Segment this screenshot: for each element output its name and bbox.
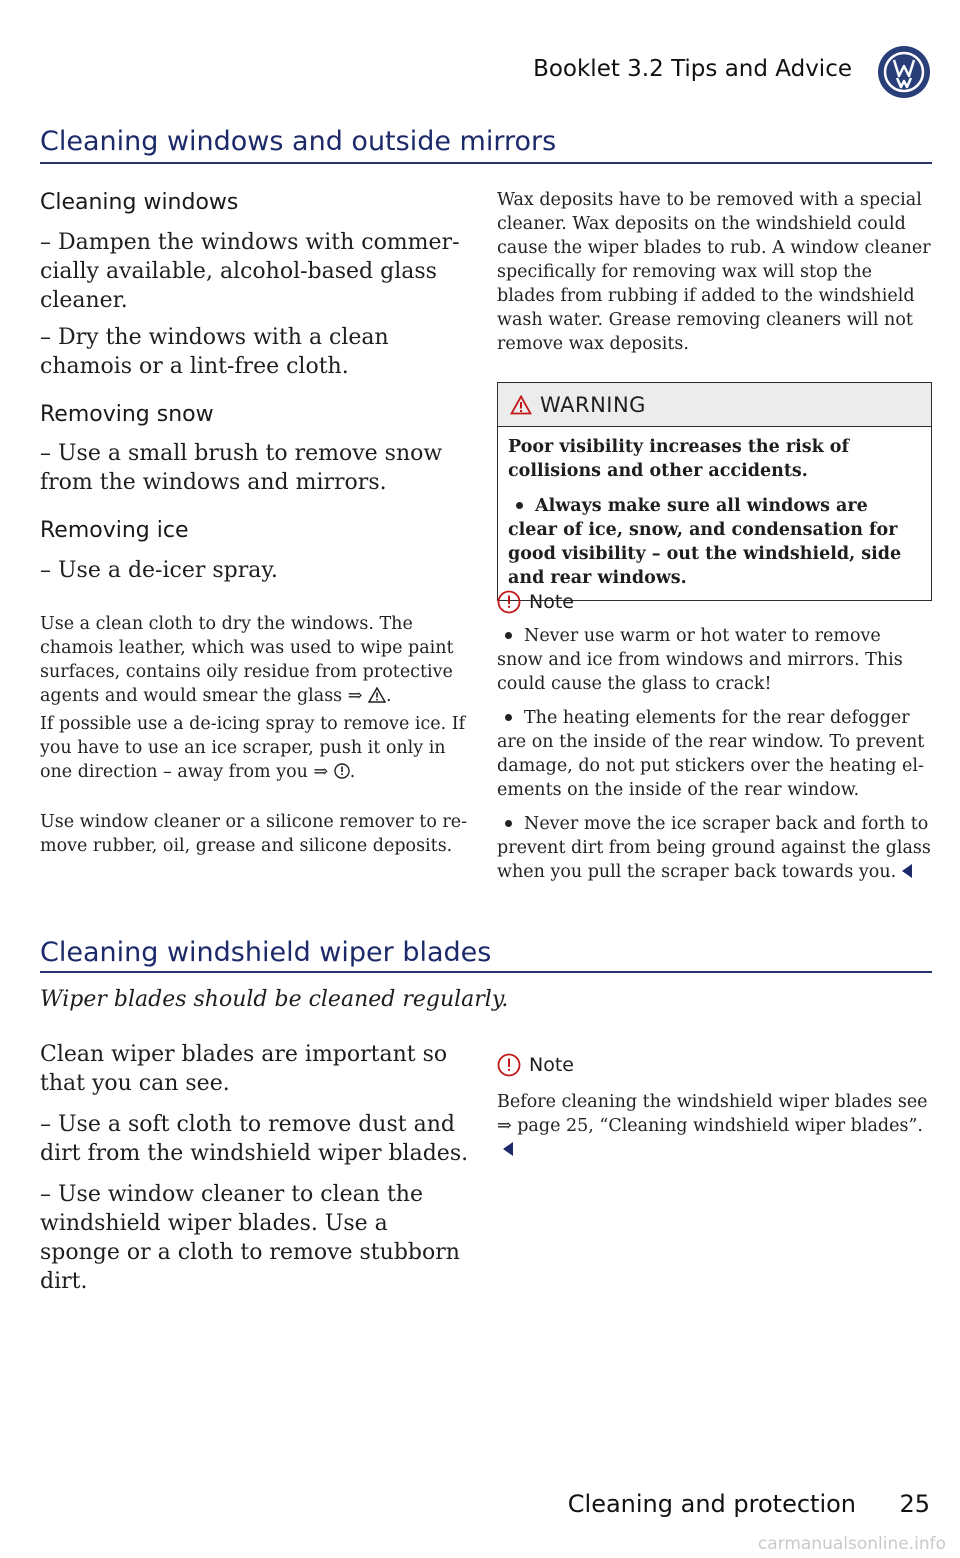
note-header-wipers — [497, 1053, 574, 1077]
bullet-dot — [516, 502, 523, 509]
warning-text: Poor visibility increases the risk of collisions and other accidents. — [508, 437, 850, 481]
bullet-dot — [505, 714, 512, 721]
step-window-cleaner: – Use window cleaner to clean the windshield wiper blades. Use a sponge or a cloth to remove stubborn dirt. — [40, 1182, 460, 1294]
note-bullet-scraper — [497, 812, 932, 884]
note-bullet-defogger — [497, 706, 932, 802]
vw-logo-icon — [878, 46, 930, 98]
heading-cleaning-windows: Cleaning windows — [40, 190, 239, 215]
paragraph-ice-scraper: If possible use a de-icing spray to remove ice. If you have to use an ice scraper, push it only in one direction – away from you ⇒ . — [40, 714, 466, 782]
step-dampen: – Dampen the windows with commercially available, alcohol-based glass cleaner. — [40, 230, 460, 313]
footer-section-title: Cleaning and protection — [567, 1490, 856, 1518]
header-title: Booklet 3.2 Tips and Advice — [533, 56, 852, 82]
step-brush: – Use a small brush to remove snow from the windows and mirrors. — [40, 441, 443, 495]
note-circle-icon — [497, 1053, 521, 1077]
wipers-paragraph: Clean wiper blades are important so that you can see. — [40, 1042, 448, 1096]
note-bullet-text: Never move the ice scraper back and forth to prevent dirt from being ground against the glass when you pull the scraper back towards you. — [497, 814, 931, 882]
bullet-dot — [505, 820, 512, 827]
wipers-note-text — [497, 1090, 932, 1162]
section-title-wipers: Cleaning windshield wiper blades — [40, 937, 492, 968]
warning-header — [498, 383, 931, 427]
paragraph-ice-scraper-text: If possible use a de-icing spray to remove ice. If you have to use an ice scraper, push it only in one direction – away from you ⇒ — [40, 714, 466, 782]
end-of-section-icon — [503, 1142, 513, 1156]
step-deicer: – Use a de-icer spray. — [40, 558, 278, 583]
watermark: carmanualsonline.info — [757, 1534, 946, 1554]
note-bullet-text: The heating elements for the rear defogger are on the inside of the rear window. To prevent damage, do not put stickers over the heating elements on the inside of the rear window. — [497, 708, 925, 800]
note-header — [497, 590, 574, 614]
heading-removing-snow: Removing snow — [40, 402, 214, 427]
paragraph-silicone: Use window cleaner or a silicone remover to remove rubber, oil, grease and silicone deposits. — [40, 812, 468, 856]
paragraph-chamois: Use a clean cloth to dry the windows. The chamois leather, which was used to wipe paint surfaces, contains oily residue from protective agents and would smear the glass ⇒ . — [40, 614, 454, 706]
paragraph-wax: Wax deposits have to be removed with a special cleaner. Wax deposits on the windshield could cause the wiper blades to rub. A window cleaner specifically for removing wax will stop the blades from rubbing if added to the windshield wash water. Grease removing cleaners will not remove wax deposits. — [497, 190, 931, 354]
note-bullet-text: Never use warm or hot water to remove snow and ice from windows and mirrors. This could cause the glass to crack! — [497, 626, 903, 694]
heading-removing-ice: Removing ice — [40, 518, 189, 543]
step-dry: – Dry the windows with a clean chamois or a lint-free cloth. — [40, 325, 389, 379]
bullet-dot — [505, 632, 512, 639]
wipers-note-reference[interactable]: Before cleaning the windshield wiper blades see ⇒ page 25, “Cleaning windshield wiper blades”. — [497, 1092, 928, 1136]
warning-body — [498, 427, 931, 600]
paragraph-chamois-text: Use a clean cloth to dry the windows. The chamois leather, which was used to wipe paint surfaces, contains oily residue from protective agents and would smear the glass ⇒ — [40, 614, 454, 706]
note-label: Note — [529, 591, 574, 613]
step-soft-cloth: – Use a soft cloth to remove dust and dirt from the windshield wiper blades. — [40, 1112, 469, 1166]
section-rule — [40, 162, 932, 164]
warning-bullet — [508, 494, 921, 590]
section-rule — [40, 971, 932, 973]
end-of-section-icon — [902, 864, 912, 878]
wipers-intro: Wiper blades should be cleaned regularly. — [40, 987, 509, 1012]
warning-triangle-icon — [368, 687, 386, 703]
warning-triangle-icon — [510, 395, 532, 415]
warning-label: WARNING — [540, 392, 646, 417]
note-circle-icon — [497, 590, 521, 614]
note-bullet-hot-water — [497, 624, 932, 696]
note-circle-icon — [334, 763, 350, 779]
warning-bullet-text: Always make sure all windows are clear of ice, snow, and condensation for good visibility – out the windshield, side and rear windows. — [508, 496, 902, 588]
warning-box — [497, 382, 932, 601]
note-label: Note — [529, 1054, 574, 1076]
section-title-windows: Cleaning windows and outside mirrors — [40, 126, 557, 157]
page-number: 25 — [899, 1490, 930, 1518]
